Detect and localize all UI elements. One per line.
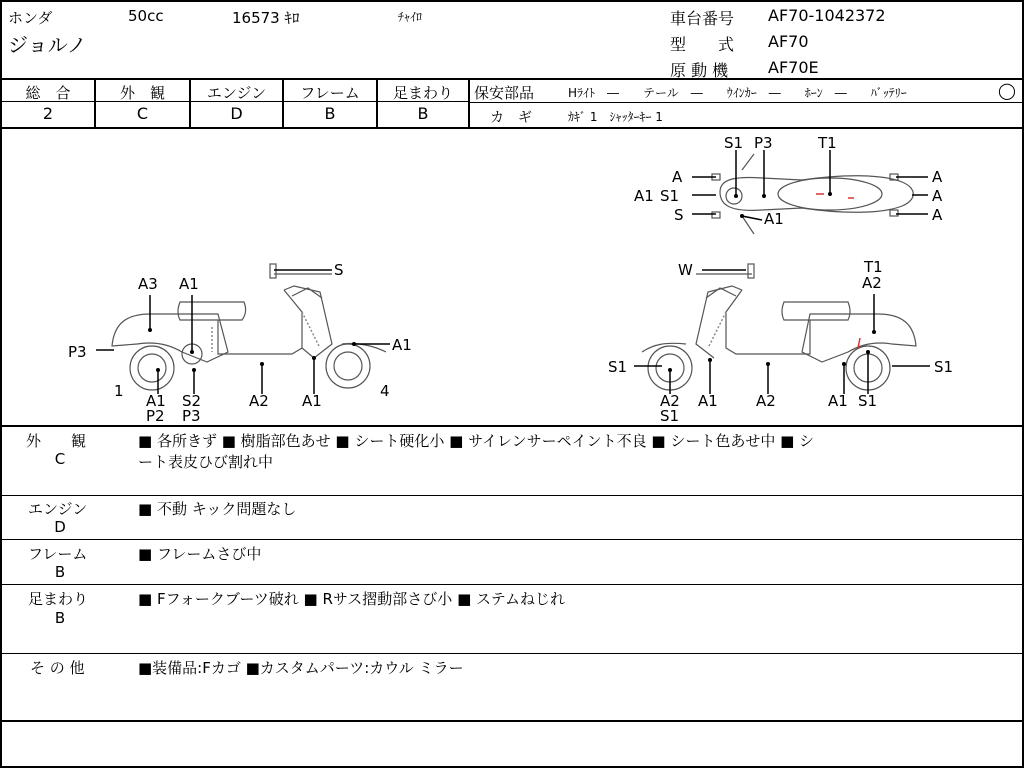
type-label: 型 式 — [670, 35, 735, 54]
top-label-a1-bottom: A1 — [764, 210, 784, 228]
model-name: ジョルノ — [8, 33, 87, 57]
right-label-a2-front: A2 — [660, 392, 680, 410]
left-label-a1-bottom: A1 — [146, 392, 166, 410]
grade-overall: 2 — [42, 104, 54, 123]
left-side-view — [68, 261, 412, 424]
remark-grade-suspension: B — [54, 609, 66, 627]
top-label-p3: P3 — [754, 134, 773, 152]
remark-label-other: そ の 他 — [30, 659, 85, 677]
grade-exterior: C — [136, 104, 149, 123]
top-label-a-left-1: A — [672, 168, 683, 186]
grade-engine: D — [230, 104, 243, 123]
top-label-a-right-1: A — [932, 168, 943, 186]
grade-header-overall: 総 合 — [25, 84, 71, 102]
damage-diagram — [2, 128, 1022, 424]
safety-items: Hﾗｲﾄ ― テール ― ｳｲﾝｶｰ ― ﾎｰﾝ ― ﾊﾞｯﾃﾘｰ — [568, 86, 907, 100]
remark-grade-exterior: C — [54, 450, 66, 468]
remark-text-engine: ■ 不動 キック問題なし — [138, 500, 297, 518]
engine-label: 原 動 機 — [670, 61, 729, 80]
right-label-s1-right: S1 — [934, 358, 954, 376]
left-label-4: 4 — [380, 382, 390, 400]
top-label-s: S — [674, 206, 684, 224]
left-label-a2: A2 — [249, 392, 269, 410]
top-label-s1-left: S1 — [660, 187, 680, 205]
remark-label-frame: フレーム — [28, 545, 88, 563]
right-label-a1-rear: A1 — [828, 392, 848, 410]
left-label-p2: P2 — [146, 407, 165, 424]
maker: ホンダ — [8, 9, 53, 27]
right-label-a2: A2 — [756, 392, 776, 410]
remark-text-exterior-1: ■ 各所きず ■ 樹脂部色あせ ■ シート硬化小 ■ サイレンサーペイント不良 ■ シート色あせ中 ■ シ — [138, 432, 815, 450]
right-label-s1-front: S1 — [660, 407, 680, 424]
top-label-a1-left: A1 — [634, 187, 654, 205]
safety-label: 保安部品 — [474, 84, 535, 102]
remark-text-frame: ■ フレームさび中 — [138, 545, 262, 563]
top-label-t1: T1 — [818, 134, 837, 152]
remark-label-suspension: 足まわり — [28, 590, 89, 608]
key-label: カ ギ — [490, 110, 532, 126]
remark-text-other: ■装備品:Fカゴ ■カスタムパーツ:カウル ミラー — [138, 659, 464, 677]
left-label-a3: A3 — [138, 275, 158, 293]
right-side-view — [608, 258, 953, 424]
right-label-t1: T1 — [864, 258, 883, 276]
remark-text-suspension: ■ Fフォークブーツ破れ ■ Rサス摺動部さび小 ■ ステムねじれ — [138, 590, 565, 608]
key-value: ｶｷﾞ 1 ｼｬｯﾀｰｷｰ 1 — [568, 110, 663, 124]
right-label-s1-left: S1 — [608, 358, 628, 376]
remark-label-engine: エンジン — [28, 500, 88, 518]
top-label-a-right-2: A — [932, 187, 943, 205]
grade-header-frame: フレーム — [300, 84, 360, 102]
left-label-1: 1 — [114, 382, 124, 400]
battery-mark: ◯ — [998, 81, 1016, 100]
grade-header-engine: エンジン — [206, 84, 267, 102]
remark-text-exterior-2: ート表皮ひび割れ中 — [138, 453, 274, 471]
engine-value: AF70E — [768, 58, 819, 77]
right-label-a1: A1 — [698, 392, 718, 410]
frame-number-label: 車台番号 — [670, 9, 735, 28]
displacement: 50cc — [128, 7, 164, 25]
left-label-s: S — [334, 261, 344, 279]
type-value: AF70 — [768, 32, 809, 51]
left-label-a1-top: A1 — [179, 275, 199, 293]
right-label-a2-top: A2 — [862, 274, 882, 292]
color: ﾁｬｲﾛ — [398, 10, 423, 24]
remark-label-exterior: 外 観 — [26, 432, 87, 450]
grade-header-exterior: 外 観 — [119, 84, 165, 102]
top-view — [634, 134, 943, 234]
remark-grade-engine: D — [54, 518, 66, 536]
mileage: 16573 ｷﾛ — [232, 9, 300, 27]
frame-number: AF70-1042372 — [768, 6, 886, 25]
left-label-a1-right: A1 — [392, 336, 412, 354]
top-label-a-right-3: A — [932, 206, 943, 224]
left-label-p3: P3 — [68, 343, 87, 361]
left-label-s2: S2 — [182, 392, 202, 410]
grade-frame: B — [324, 104, 336, 123]
left-label-p3-bottom: P3 — [182, 407, 201, 424]
right-label-w: W — [678, 261, 693, 279]
left-label-a1-bottom-right: A1 — [302, 392, 322, 410]
right-label-s1-rear: S1 — [858, 392, 878, 410]
remark-grade-frame: B — [54, 563, 66, 581]
grade-header-suspension: 足まわり — [392, 84, 453, 102]
grade-suspension: B — [417, 104, 429, 123]
top-label-s1: S1 — [724, 134, 744, 152]
